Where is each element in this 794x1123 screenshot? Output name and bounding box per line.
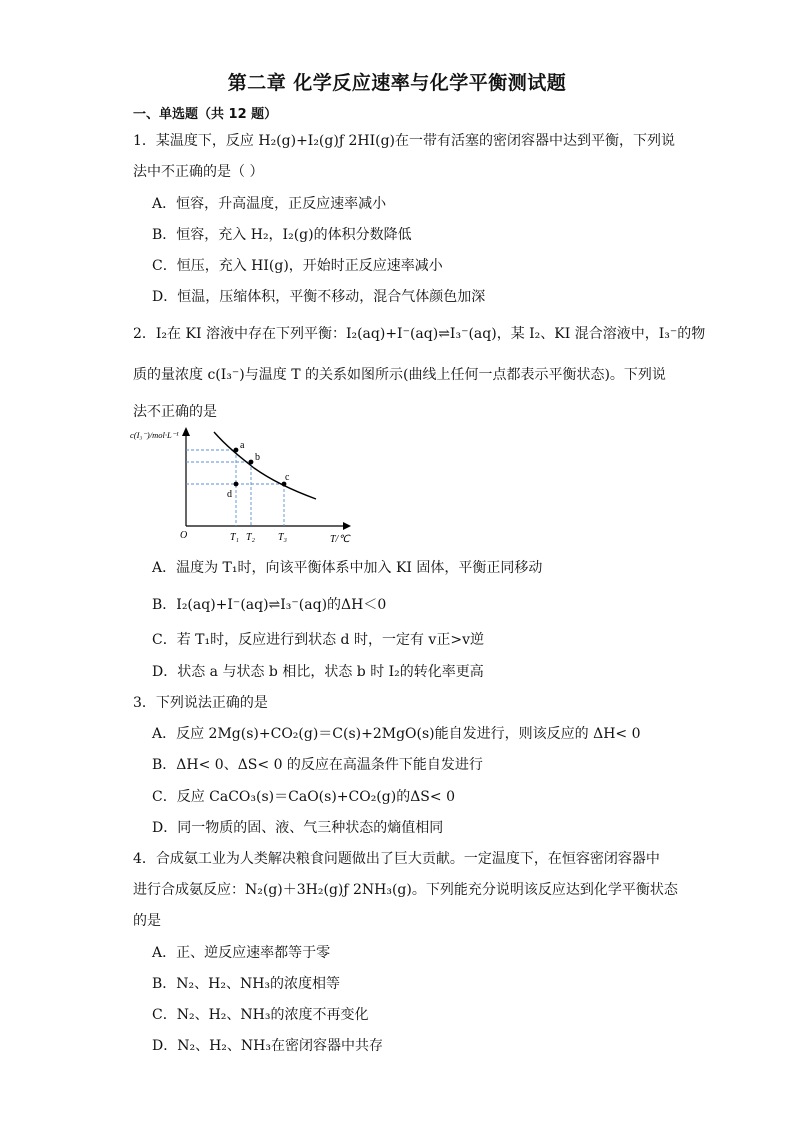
q1-option-b: B．恒容，充入 H₂，I₂(g)的体积分数降低 [152, 227, 412, 243]
x-axis-label: T/℃ [330, 534, 350, 545]
point-a-label: a [240, 440, 245, 451]
q4-option-c: C．N₂、H₂、NH₃的浓度不再变化 [152, 1007, 369, 1023]
tick-t3: T₃ [278, 532, 288, 543]
q1-stem-line2: 法中不正确的是（ ） [133, 164, 264, 180]
y-axis-label: c(I₃⁻)/mol·L⁻¹ [130, 430, 179, 440]
tick-t1: T₁ [230, 532, 240, 543]
q4-option-b: B．N₂、H₂、NH₃的浓度相等 [152, 976, 341, 992]
section-heading: 一、单选题（共 12 题） [133, 107, 278, 122]
q4-stem-line2: 进行合成氨反应：N₂(g)＋3H₂(g)ƒ 2NH₃(g)。下列能充分说明该反应达到化学平衡状态 [133, 882, 678, 898]
q1-option-c: C．恒压，充入 HI(g)，开始时正反应速率减小 [152, 258, 443, 274]
tick-t2: T₂ [246, 532, 256, 543]
concentration-temperature-graph [128, 422, 358, 547]
q3-stem-line1: 3．下列说法正确的是 [133, 695, 268, 711]
point-d [234, 482, 239, 487]
q3-option-a: A．反应 2Mg(s)+CO₂(g)＝C(s)+2MgO(s)能自发进行，则该反应的 ΔH< 0 [152, 726, 641, 742]
q4-option-d: D．N₂、H₂、NH₃在密闭容器中共存 [152, 1038, 383, 1054]
q1-option-a: A．恒容，升高温度，正反应速率减小 [152, 196, 387, 212]
q2-option-b: B．I₂(aq)+I⁻(aq)⇌I₃⁻(aq)的ΔH＜0 [152, 597, 387, 613]
point-c-label: c [285, 472, 290, 483]
q2-stem-line1: 2．I₂在 KI 溶液中存在下列平衡：I₂(aq)+I⁻(aq)⇌I₃⁻(aq)，某 I₂、KI 混合溶液中，I₃⁻的物 [133, 326, 706, 342]
point-a [234, 448, 239, 453]
q2-option-a: A．温度为 T₁时，向该平衡体系中加入 KI 固体，平衡正同移动 [152, 560, 543, 576]
q2-option-c: C．若 T₁时，反应进行到状态 d 时，一定有 v正>v逆 [152, 632, 484, 648]
q2-stem-line3: 法不正确的是 [133, 404, 217, 420]
q3-option-c: C．反应 CaCO₃(s)＝CaO(s)+CO₂(g)的ΔS< 0 [152, 789, 455, 805]
page-title: 第二章 化学反应速率与化学平衡测试题 [227, 72, 567, 94]
q1-stem-line1: 1．某温度下，反应 H₂(g)+I₂(g)ƒ 2HI(g)在一带有活塞的密闭容器中达到平衡，下列说 [133, 133, 675, 149]
point-d-label: d [227, 489, 232, 500]
origin-label: O [180, 530, 188, 541]
q4-stem-line3: 的是 [133, 913, 161, 929]
q2-stem-line2: 质的量浓度 c(I₃⁻)与温度 T 的关系如图所示(曲线上任何一点都表示平衡状态)。下列说 [133, 367, 666, 383]
x-axis-arrow [343, 522, 351, 530]
q1-option-d: D．恒温，压缩体积，平衡不移动，混合气体颜色加深 [152, 289, 486, 305]
y-axis-arrow [182, 427, 190, 436]
q3-option-d: D．同一物质的固、液、气三种状态的熵值相同 [152, 820, 444, 836]
q3-option-b: B．ΔH< 0、ΔS< 0 的反应在高温条件下能自发进行 [152, 757, 483, 773]
point-b [249, 460, 254, 465]
point-b-label: b [255, 452, 260, 463]
q2-option-d: D．状态 a 与状态 b 相比，状态 b 时 I₂的转化率更高 [152, 664, 484, 680]
guide-lines [186, 450, 284, 526]
q4-stem-line1: 4．合成氨工业为人类解决粮食问题做出了巨大贡献。一定温度下，在恒容密闭容器中 [133, 851, 660, 867]
q4-option-a: A．正、逆反应速率都等于零 [152, 945, 331, 961]
